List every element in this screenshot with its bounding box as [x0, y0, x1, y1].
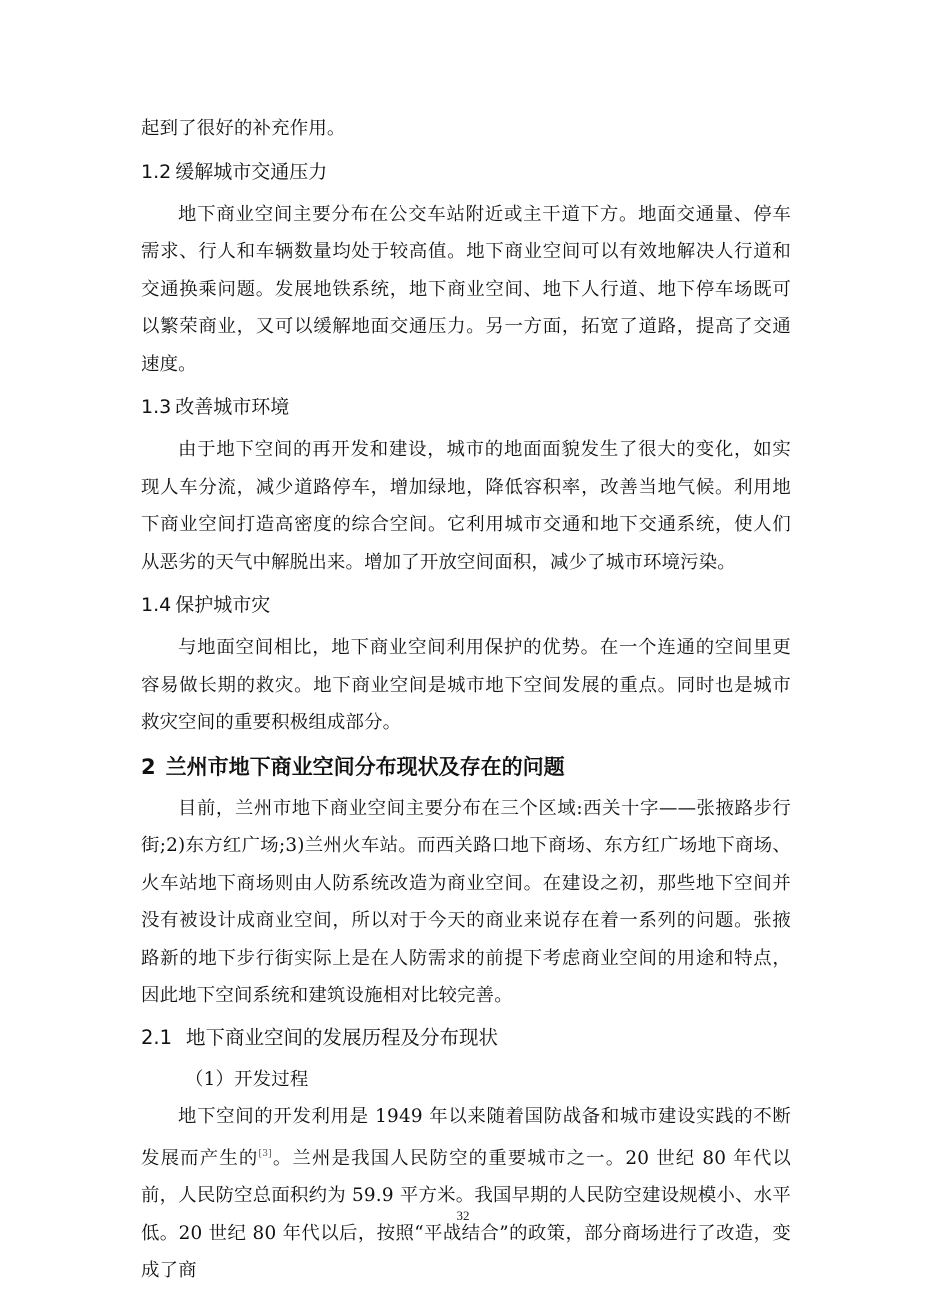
section-title: 地下商业空间的发展历程及分布现状	[186, 1025, 499, 1049]
section-number: 1.4	[141, 594, 172, 616]
paragraph-text-b: 。兰州是我国人民防空的重要城市之一。20 世纪 80 年代以前，人民防空总面积约为 59.9 平方米。我国早期的人民防空建设规模小、水平低。20 世纪 80 年代以后，按照“平战结合”的政策，部分商场进行了改造，变成了商	[141, 1147, 791, 1281]
section-heading-1-4	[141, 585, 791, 625]
section-number: 2.1	[141, 1025, 173, 1049]
chapter-number: 2	[141, 754, 156, 779]
chapter-heading-2	[141, 746, 791, 788]
list-item-development-process: （1）开发过程	[185, 1068, 309, 1090]
document-body	[141, 110, 791, 1290]
page-number: 32	[456, 1208, 470, 1223]
section-heading-2-1	[141, 1017, 791, 1059]
chapter-title: 兰州市地下商业空间分布现状及存在的问题	[165, 754, 565, 779]
paragraph-2-1	[141, 1098, 791, 1290]
paragraph-1-3: 由于地下空间的再开发和建设，城市的地面面貌发生了很大的变化，如实现人车分流，减少道路停车，增加绿地，降低容积率，改善当地气候。利用地下商业空间打造高密度的综合空间。它利用城市交通和地下交通系统，使人们从恶劣的天气中解脱出来。增加了开放空间面积，减少了城市环境污染。	[141, 439, 791, 573]
section-number: 1.2	[141, 160, 172, 183]
section-heading-1-3	[141, 387, 791, 427]
section-number: 1.3	[141, 396, 172, 418]
paragraph-text-a: 地下空间的开发利用是 1949 年以来随着国防战备和城市建设实践的不断发展而产生的	[141, 1106, 791, 1169]
section-title: 保护城市灾	[175, 594, 271, 616]
citation-reference: [3]	[258, 1148, 272, 1159]
section-title: 缓解城市交通压力	[175, 160, 328, 183]
paragraph-continuation: 起到了很好的补充作用。	[141, 118, 346, 139]
paragraph-1-4: 与地面空间相比，地下商业空间利用保护的优势。在一个连通的空间里更容易做长期的救灾。地下商业空间是城市地下空间发展的重点。同时也是城市救灾空间的重要积极组成部分。	[141, 637, 791, 733]
section-heading-1-2	[141, 152, 791, 192]
paragraph-2: 目前，兰州市地下商业空间主要分布在三个区域:西关十字——张掖路步行街;2)东方红广场;3)兰州火车站。而西关路口地下商场、东方红广场地下商场、火车站地下商场则由人防系统改造为商业空间。在建设之初，那些地下空间并没有被设计成商业空间，所以对于今天的商业来说存在着一系列的问题。张掖路新的地下步行街实际上是在人防需求的前提下考虑商业空间的用途和特点，因此地下空间系统和建筑设施相对比较完善。	[141, 797, 791, 1006]
paragraph-1-2: 地下商业空间主要分布在公交车站附近或主干道下方。地面交通量、停车需求、行人和车辆数量均处于较高值。地下商业空间可以有效地解决人行道和交通换乘问题。发展地铁系统，地下商业空间、地下人行道、地下停车场既可以繁荣商业，又可以缓解地面交通压力。另一方面，拓宽了道路，提高了交通速度。	[141, 203, 791, 375]
section-title: 改善城市环境	[175, 396, 290, 418]
